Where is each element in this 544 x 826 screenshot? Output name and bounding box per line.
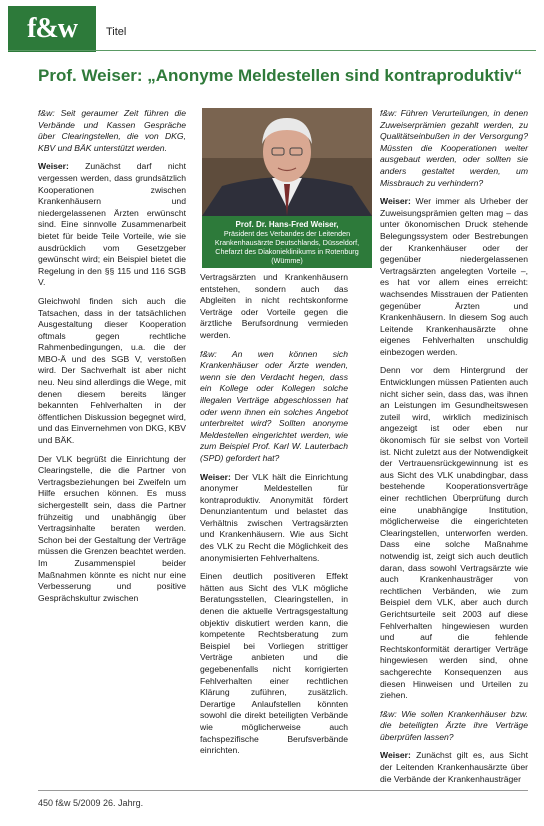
paragraph: Vertragsärzten und Krankenhäusern entstehen, sondern auch das Abgleiten in nicht rechtskonforme Verträge oder Vorteile gegen die ärztliche Berufsordnung vermieden werden. (200, 272, 348, 340)
paragraph-text: Wer immer als Urheber der Zuweisungsprämien gelten mag – das unter ökonomischen Druck stehende Belegungssystem oder Bestrebungen der Krankenhäuser oder der gegenüber niedergelassenen Vertragsärzten angelegten Vorteile –, es hat vor allem eines erreicht: wachsendes Misstrauen der Patienten gegenüber Ärzten und Krankenhäusern. In diesem Sog auch Leitende Krankenhausärzte ohne eigenes Fehlverhalten unschuldig einbezogen werden. (380, 196, 528, 357)
article-column-3 (380, 108, 528, 792)
speaker-label: Weiser: (380, 196, 411, 207)
speaker-label: Weiser: (200, 471, 231, 482)
paragraph: Einen deutlich positiveren Effekt hätten aus Sicht des VLK mögliche Beratungsstellen, Clearingstellen, in denen die aktuelle Vertragsgestaltung objektiv diskutiert werden kann, die kompetente Rechtsberatung zum Beispiel bei Vorliegen strittiger Verträge anbieten und die gegebenenfalls nicht korrigierten Fehlverhalten einer rechtlichen Klärung zuführen, zusätzlich. Derartige Anlaufstellen könnten sowohl die direkt beteiligten Verbände wie möglicherweise auch fachspezifische Berufsverbände einrichten. (200, 571, 348, 756)
caption-text: Präsident des Verbandes der Leitenden Krankenhausärzte Deutschlands, Düsseldorf, Chefarzt des Diakonieklinikums in Rotenburg (Wümme) (214, 229, 360, 265)
page-footer: 450 f&w 5/2009 26. Jahrg. (38, 798, 144, 808)
footer-divider (38, 790, 528, 791)
paragraph (380, 750, 528, 785)
paragraph (200, 472, 348, 565)
logo: f&w (8, 6, 96, 52)
paragraph: f&w: An wen können sich Krankenhäuser oder Ärzte wenden, wenn sie den Verdacht hegen, dass ein Kollege oder Kollegen solche illegalen Verträge abgeschlossen hat oder wenn ihnen ein solches Angebot unterbreitet wird? Sollten anonyme Meldestellen eingerichtet werden, wie zum Beispiel Prof. Karl W. Lauterbach (SPD) gefordert hat? (200, 348, 348, 463)
photo-caption (202, 216, 372, 268)
paragraph-text: Zunächst darf nicht vergessen werden, dass grundsätzlich Kooperationen zwischen Krankenhäusern und niedergelassenen Ärzten erwünscht sind. Eine sinnvolle Zusammenarbeit bietet für beide Teile Vorteile, wie sie ausdrücklich vom Gesetzgeber gewünscht wird; ein Beispiel bietet die Regelung in den §§ 115 und 116 SGB V. (38, 161, 186, 288)
paragraph: Der VLK begrüßt die Einrichtung der Clearingstelle, die die Partner von Vertragsbeziehungen bei Zweifeln um Hilfe ersuchen können. Es muss sichergestellt sein, dass die Partner frühzeitig und unabhängig über Vertragsinhalte beraten werden. Schon bei der Gestaltung der Verträge müssen die Grenzen beachtet werden. Im Zusammenspiel beider Maßnahmen könnte es nicht nur eine Verbesserung und positive Gesprächskultur zwischen (38, 453, 186, 603)
speaker-label: Weiser: (38, 161, 69, 172)
paragraph: Gleichwohl finden sich auch die Tatsachen, dass in der tatsächlichen Ausgestaltung dieser Kooperation oftmals gegen rechtliche Rahmenbedingungen, u.a. die der MBO-Ä und des SGB V, verstoßen wird. Der Sachverhalt ist aber nicht neu. Neu sind allerdings die Wege, mit denen diesem bereits länger bekannten Fehlverhalten in der öffentlichen Diskussion begegnet wird, und das Einvernehmen von DKG, KBV und BÄK. (38, 295, 186, 446)
speaker-label: Weiser: (380, 750, 411, 761)
article-headline: Prof. Weiser: „Anonyme Meldestellen sind kontraproduktiv“ (38, 66, 523, 85)
header-divider (8, 50, 536, 51)
paragraph: f&w: Wie sollen Krankenhäuser bzw. die beteiligten Ärzte ihre Verträge überprüfen lassen? (380, 708, 528, 742)
paragraph: f&w: Seit geraumer Zeit führen die Verbände und Kassen Gespräche über Clearingstellen, die von DKG, KBV und BÄK unterstützt werden. (38, 108, 186, 153)
paragraph-text: Der VLK hält die Einrichtung anonymer Meldestellen für kontraproduktiv. Anonymität fördert Denunziantentum und belastet das Verhältnis zwischen Vertragsärzten und Krankenhäusern. Wie aus Sicht des VLK zu Recht die Möglichkeit des anonymisierten Fehlverhaltens. (200, 471, 348, 563)
article-column-2 (200, 272, 348, 764)
portrait-photo (202, 108, 372, 216)
paragraph: Denn vor dem Hintergrund der Entwicklungen müssen Patienten auch nicht sicher sein, dass das, was ihnen an Leistungen im Gesundheitswesen zuteil wird, wirklich medizinisch angezeigt ist oder eben nur ökonomisch für sie selbst von Vorteil ist. Nicht zuletzt aus der Notwendigkeit der Vertrauensrückgewinnung ist es aus Sicht des VLK unabdingbar, dass bestehende Kooperationsverträge einer rechtlichen Überprüfung durch eine unabhängige Institution, möglicherweise die eingerichteten Clearingstellen, unterworfen werden. Dass eine solche Maßnahme notwendig ist, zeigt sich auch deutlich daran, dass sowohl Vertragsärzte wie auch Krankenhausträger von rechtlichen Verbänden, wie zum Beispiel dem VLK, aber auch durch Gerichtsurteile seit 2003 auf diese Fehlverhalten hingewiesen wurden und auf die fehlende Rechtskonformität derartiger Verträge hingewiesen werden sind, ohne sachgerechte Konsequenzen aus diesen Hinweisen und Urteilen zu ziehen. (380, 365, 528, 701)
paragraph (38, 161, 186, 289)
paragraph-text: Zunächst gilt es, aus Sicht der Leitenden Krankenhausärzte über die Verbände der Krankenhausträger (380, 750, 528, 784)
article-column-1 (38, 108, 186, 611)
section-label: Titel (106, 26, 127, 38)
paragraph: f&w: Führen Verurteilungen, in denen Zuweiserprämien gezahlt werden, zu Qualitätseinbußen in der Versorgung? Müssten die Kooperationen weiter ausgebaut werden, oder sollten sie anders gestaltet werden, um Missbrauch zu verhindern? (380, 108, 528, 188)
portrait-image (202, 108, 372, 216)
paragraph (380, 196, 528, 358)
caption-name: Prof. Dr. Hans-Fred Weiser, (235, 220, 339, 229)
